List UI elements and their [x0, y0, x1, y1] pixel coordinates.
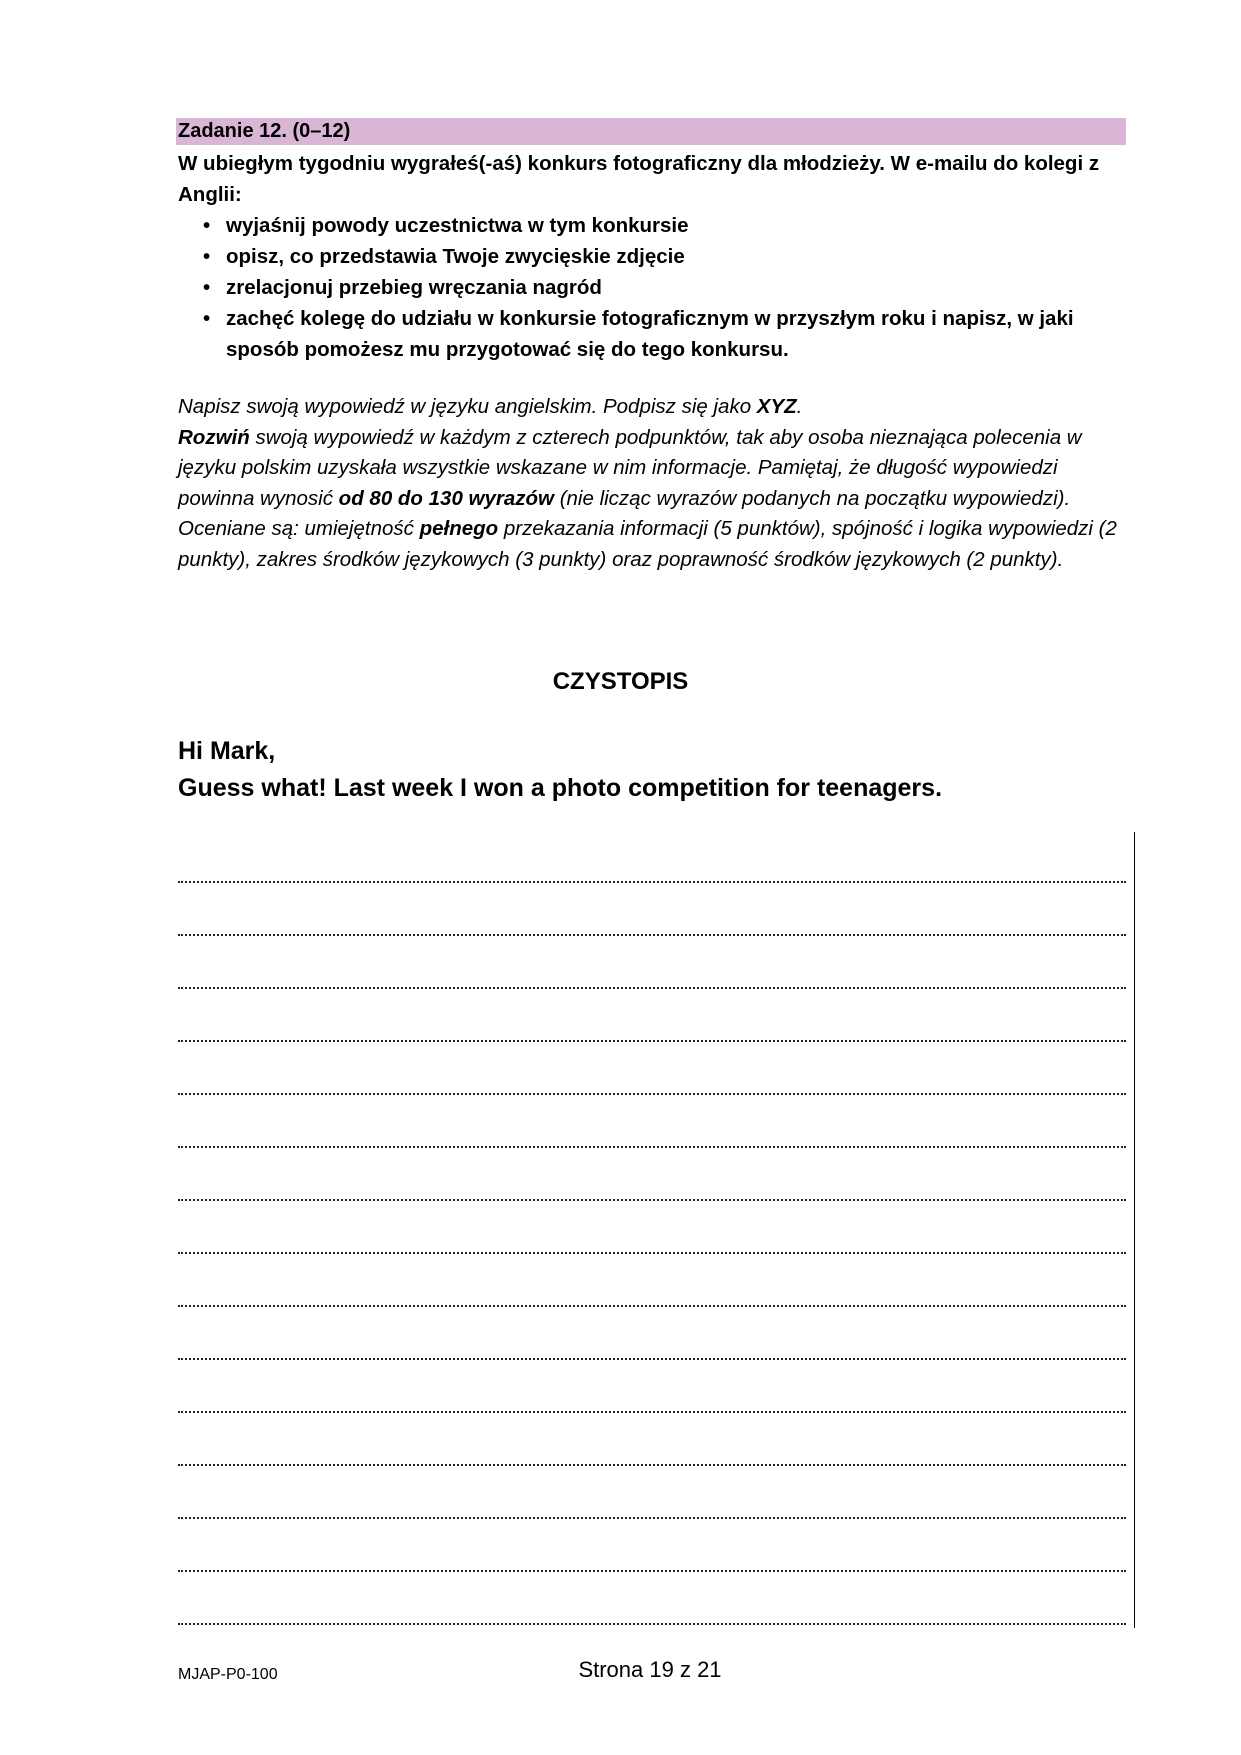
instructions-text: swoją wypowiedź w każdym z czterech podpunktów, tak aby osoba nieznająca polecenia w języku polskim uzyskała wszystkie wskazane w nim informacje. Pamiętaj, że długość wypowiedzi powinna wynosić	[178, 425, 1082, 510]
letter-opening	[178, 733, 1138, 807]
margin-rule	[1134, 832, 1135, 1628]
task-bullet	[203, 241, 1138, 272]
signature-code: XYZ	[756, 395, 797, 418]
page-number: Strona 19 z 21	[578, 1657, 722, 1682]
bullet-text: zrelacjonuj przebieg wręczania nagród	[226, 276, 602, 299]
writing-line[interactable]	[178, 1254, 1126, 1307]
bullet-icon: •	[203, 276, 211, 299]
bullet-icon: •	[203, 307, 211, 330]
writing-line[interactable]	[178, 1201, 1126, 1254]
writing-line[interactable]	[178, 936, 1126, 989]
bullet-icon: •	[203, 214, 211, 237]
writing-line[interactable]	[178, 1148, 1126, 1201]
task-bullet	[203, 272, 1138, 303]
section-title: CZYSTOPIS	[552, 668, 689, 695]
instructions-emphasis: pełnego	[419, 517, 499, 540]
writing-line[interactable]	[178, 1572, 1126, 1625]
task-intro: W ubiegłym tygodniu wygrałeś(-aś) konkurs fotograficzny dla młodzieży. W e-mailu do kolegi z Anglii:	[178, 152, 1100, 206]
writing-line[interactable]	[178, 1413, 1126, 1466]
instructions-line-1	[178, 392, 1138, 423]
task-bullet-list	[178, 210, 1138, 365]
writing-line[interactable]	[178, 989, 1126, 1042]
bullet-icon: •	[203, 245, 211, 268]
letter-greeting: Hi Mark,	[178, 737, 276, 765]
bullet-text: wyjaśnij powody uczestnictwa w tym konkursie	[226, 214, 689, 237]
bullet-text: zachęć kolegę do udziału w konkursie fotograficznym w przyszłym roku i napisz, w jaki sposób pomożesz mu przygotować się do tego konkursu.	[226, 307, 1074, 361]
instructions-text: .	[796, 395, 803, 418]
task-prompt	[178, 148, 1138, 365]
writing-line[interactable]	[178, 1042, 1126, 1095]
task-bullet	[203, 210, 1138, 241]
writing-line[interactable]	[178, 830, 1126, 883]
writing-line[interactable]	[178, 1519, 1126, 1572]
instructions-emphasis: Rozwiń	[178, 425, 250, 449]
instructions-paragraph	[178, 423, 1138, 576]
task-header: Zadanie 12. (0–12)	[176, 118, 1126, 145]
instructions	[178, 392, 1138, 575]
instructions-text: przekazania informacji (5 punktów), spójność i logika wypowiedzi (2 punkty), zakres środków językowych (3 punkty) oraz poprawność środków językowych (2 punkty).	[178, 517, 1117, 571]
writing-line[interactable]	[178, 1360, 1126, 1413]
task-bullet	[203, 303, 1138, 365]
writing-line[interactable]	[178, 1307, 1126, 1360]
instructions-text: Napisz swoją wypowiedź w języku angielskim. Podpisz się jako	[178, 395, 757, 418]
word-count-emphasis: od 80 do 130 wyrazów	[338, 486, 554, 510]
instructions-text: (nie licząc wyrazów podanych na początku wypowiedzi). Oceniane są: umiejętność	[178, 486, 1071, 540]
letter-first-sentence: Guess what! Last week I won a photo competition for teenagers.	[178, 774, 943, 802]
bullet-text: opisz, co przedstawia Twoje zwycięskie zdjęcie	[226, 245, 685, 268]
writing-area[interactable]	[178, 830, 1126, 1625]
writing-line[interactable]	[178, 1095, 1126, 1148]
exam-code: MJAP-P0-100	[178, 1666, 278, 1683]
writing-line[interactable]	[178, 883, 1126, 936]
writing-line[interactable]	[178, 1466, 1126, 1519]
